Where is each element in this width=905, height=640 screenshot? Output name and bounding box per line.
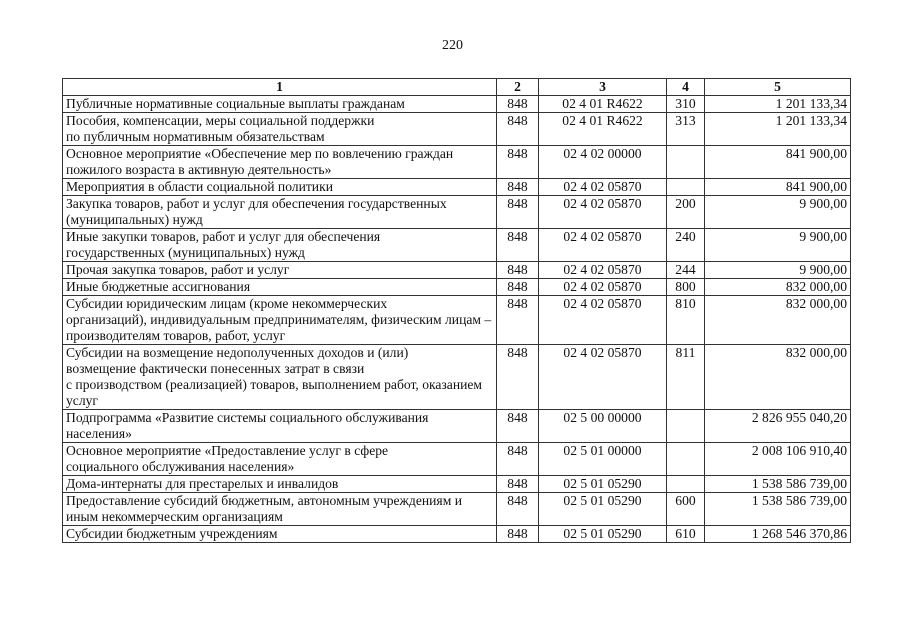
table-body (63, 96, 851, 543)
cell-expense-type (667, 476, 705, 493)
cell-amount: 1 201 133,34 (705, 96, 851, 113)
cell-expense-type: 200 (667, 196, 705, 229)
table-row (63, 345, 851, 410)
cell-expense-type: 810 (667, 296, 705, 345)
cell-expense-type: 800 (667, 279, 705, 296)
cell-name: Иные бюджетные ассигнования (63, 279, 497, 296)
cell-name: Субсидии на возмещение недополученных доходов и (или) возмещение фактически понесенных затрат в связи с производством (реализацией) товаров, выполнением работ, оказанием услуг (63, 345, 497, 410)
header-cell: 1 (63, 79, 497, 96)
cell-expense-type: 313 (667, 113, 705, 146)
cell-target-article: 02 4 02 05870 (539, 345, 667, 410)
table-row (63, 96, 851, 113)
cell-expense-type: 610 (667, 526, 705, 543)
cell-target-article: 02 4 02 05870 (539, 196, 667, 229)
table-row (63, 196, 851, 229)
header-cell: 5 (705, 79, 851, 96)
cell-target-article: 02 4 01 R4622 (539, 96, 667, 113)
cell-ministry-code: 848 (497, 493, 539, 526)
cell-amount: 1 538 586 739,00 (705, 493, 851, 526)
cell-name: Закупка товаров, работ и услуг для обеспечения государственных (муниципальных) нужд (63, 196, 497, 229)
cell-amount: 2 826 955 040,20 (705, 410, 851, 443)
header-row (63, 79, 851, 96)
cell-ministry-code: 848 (497, 179, 539, 196)
budget-table (62, 78, 851, 543)
table-row (63, 476, 851, 493)
cell-target-article: 02 4 02 05870 (539, 262, 667, 279)
cell-name: Прочая закупка товаров, работ и услуг (63, 262, 497, 279)
cell-amount: 832 000,00 (705, 279, 851, 296)
cell-name: Пособия, компенсации, меры социальной поддержки по публичным нормативным обязательствам (63, 113, 497, 146)
cell-ministry-code: 848 (497, 262, 539, 279)
cell-expense-type: 310 (667, 96, 705, 113)
cell-amount: 841 900,00 (705, 146, 851, 179)
cell-target-article: 02 4 02 05870 (539, 296, 667, 345)
cell-name: Иные закупки товаров, работ и услуг для обеспечения государственных (муниципальных) нужд (63, 229, 497, 262)
cell-target-article: 02 5 01 05290 (539, 476, 667, 493)
cell-target-article: 02 4 01 R4622 (539, 113, 667, 146)
cell-ministry-code: 848 (497, 279, 539, 296)
cell-target-article: 02 5 01 00000 (539, 443, 667, 476)
cell-ministry-code: 848 (497, 345, 539, 410)
cell-target-article: 02 5 01 05290 (539, 493, 667, 526)
table-row (63, 229, 851, 262)
cell-expense-type (667, 146, 705, 179)
cell-expense-type: 240 (667, 229, 705, 262)
cell-ministry-code: 848 (497, 296, 539, 345)
cell-amount: 9 900,00 (705, 262, 851, 279)
cell-amount: 832 000,00 (705, 296, 851, 345)
cell-ministry-code: 848 (497, 113, 539, 146)
cell-target-article: 02 4 02 00000 (539, 146, 667, 179)
table-row (63, 493, 851, 526)
cell-target-article: 02 5 00 00000 (539, 410, 667, 443)
cell-amount: 9 900,00 (705, 229, 851, 262)
cell-target-article: 02 4 02 05870 (539, 279, 667, 296)
table-row (63, 296, 851, 345)
cell-expense-type: 244 (667, 262, 705, 279)
table-row (63, 179, 851, 196)
cell-ministry-code: 848 (497, 476, 539, 493)
cell-amount: 1 201 133,34 (705, 113, 851, 146)
cell-name: Основное мероприятие «Предоставление услуг в сфере социального обслуживания населения» (63, 443, 497, 476)
cell-ministry-code: 848 (497, 146, 539, 179)
header-cell: 3 (539, 79, 667, 96)
cell-name: Субсидии бюджетным учреждениям (63, 526, 497, 543)
table-row (63, 279, 851, 296)
page-number: 220 (442, 38, 463, 53)
cell-ministry-code: 848 (497, 443, 539, 476)
cell-amount: 841 900,00 (705, 179, 851, 196)
cell-ministry-code: 848 (497, 196, 539, 229)
table-row (63, 262, 851, 279)
cell-expense-type (667, 410, 705, 443)
cell-amount: 832 000,00 (705, 345, 851, 410)
cell-target-article: 02 5 01 05290 (539, 526, 667, 543)
cell-amount: 1 268 546 370,86 (705, 526, 851, 543)
cell-expense-type (667, 443, 705, 476)
cell-target-article: 02 4 02 05870 (539, 179, 667, 196)
cell-expense-type (667, 179, 705, 196)
cell-expense-type: 811 (667, 345, 705, 410)
cell-ministry-code: 848 (497, 526, 539, 543)
cell-name: Мероприятия в области социальной политики (63, 179, 497, 196)
table-row (63, 526, 851, 543)
cell-amount: 2 008 106 910,40 (705, 443, 851, 476)
table-row (63, 146, 851, 179)
header-cell: 2 (497, 79, 539, 96)
cell-amount: 1 538 586 739,00 (705, 476, 851, 493)
cell-name: Публичные нормативные социальные выплаты гражданам (63, 96, 497, 113)
cell-ministry-code: 848 (497, 410, 539, 443)
cell-ministry-code: 848 (497, 96, 539, 113)
cell-expense-type: 600 (667, 493, 705, 526)
table-row (63, 410, 851, 443)
header-cell: 4 (667, 79, 705, 96)
cell-name: Предоставление субсидий бюджетным, автономным учреждениям и иным некоммерческим организациям (63, 493, 497, 526)
table-row (63, 113, 851, 146)
cell-name: Дома-интернаты для престарелых и инвалидов (63, 476, 497, 493)
cell-amount: 9 900,00 (705, 196, 851, 229)
cell-ministry-code: 848 (497, 229, 539, 262)
cell-name: Подпрограмма «Развитие системы социального обслуживания населения» (63, 410, 497, 443)
cell-name: Основное мероприятие «Обеспечение мер по вовлечению граждан пожилого возраста в активную деятельность» (63, 146, 497, 179)
table-row (63, 443, 851, 476)
cell-target-article: 02 4 02 05870 (539, 229, 667, 262)
cell-name: Субсидии юридическим лицам (кроме некоммерческих организаций), индивидуальным предпринимателям, физическим лицам – производителям товаров, работ, услуг (63, 296, 497, 345)
